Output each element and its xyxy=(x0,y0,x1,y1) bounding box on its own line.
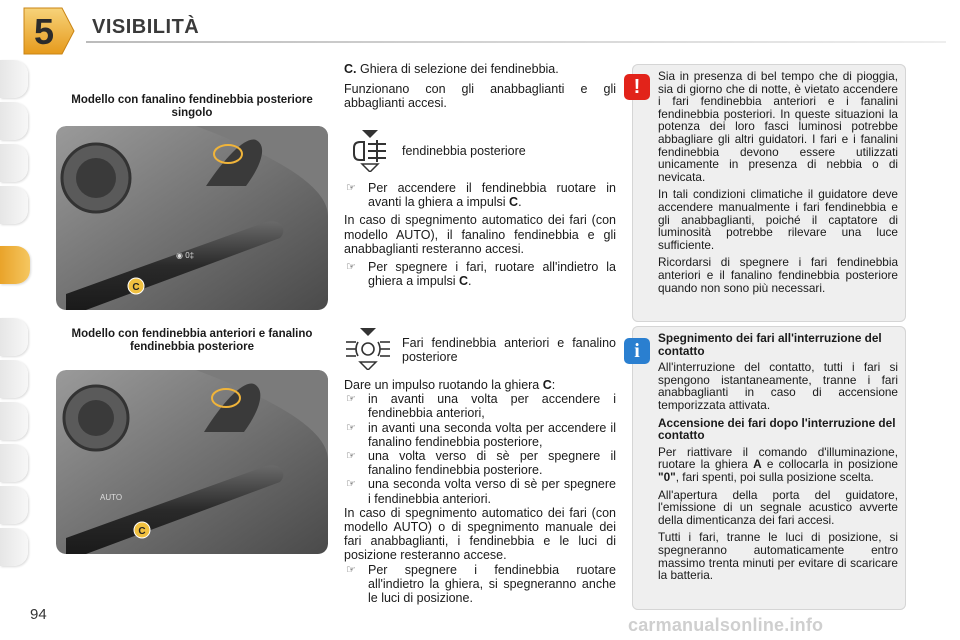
intro-line: C. Ghiera di selezione dei fendinebbia. xyxy=(344,62,559,76)
warning-p2: In tali condizioni climatiche il guidatore deve accendere manualmente i fari fendinebbia e gli anabbaglianti, poiché il captatore di luminosità potrebbe rilevare una luce sufficiente. xyxy=(658,187,898,252)
bullet-rear-on: ☞ Per accendere il fendinebbia ruotare in avanti la ghiera a impulsi C. xyxy=(344,181,616,209)
chapter-number: 5 xyxy=(33,11,55,52)
page-title: VISIBILITÀ xyxy=(92,16,200,38)
middle-column-front xyxy=(344,378,616,605)
info-p2: Per riattivare il comando d'illuminazione, ruotare la ghiera A e collocarla in posizione "0", fari spenti, poi sulla posizione scelta. xyxy=(658,444,898,484)
stalk-photo-front-rear xyxy=(56,370,328,554)
middle-column xyxy=(344,62,616,111)
caption-front-and-rear-fog: Modello con fendinebbia anteriori e fanalino fendinebbia posteriore xyxy=(71,328,313,353)
bullet-front-on: ☞ in avanti una volta per accendere i fendinebbia anteriori, xyxy=(344,392,616,420)
info-p3: All'apertura della porta del guidatore, l'emissione di un segnale acustico avverte della dimenticanza dei fari accesi. xyxy=(658,487,898,527)
auto-paragraph-1: In caso di spegnimento automatico dei fari (con modello AUTO), il fanalino fendinebbia e gli anabbaglianti resteranno accesi. xyxy=(344,213,616,256)
warning-content xyxy=(658,70,898,299)
chapter-tab-11[interactable] xyxy=(0,528,28,566)
label-c-bottom: C xyxy=(138,526,146,537)
watermark: carmanualsonline.info xyxy=(628,615,824,635)
chapter-tab-8[interactable] xyxy=(0,402,28,440)
rear-fog-label: fendinebbia posteriore xyxy=(402,144,526,158)
caption-single-rear-fog: Modello con fanalino fendinebbia posteriore singolo xyxy=(71,94,313,119)
header-divider xyxy=(86,41,946,43)
stalk-photo-single-rear xyxy=(56,126,328,310)
chapter-tab-2[interactable] xyxy=(0,102,28,140)
chapter-tab-4[interactable] xyxy=(0,186,28,224)
page-number: 94 xyxy=(30,606,47,623)
svg-text:◉ 0‡: ◉ 0‡ xyxy=(176,251,195,260)
chapter-tab-7[interactable] xyxy=(0,360,28,398)
info-heading-1: Spegnimento dei fari all'interruzione del contatto xyxy=(658,331,882,358)
chapter-badge xyxy=(16,4,76,58)
rear-fog-icon xyxy=(350,128,390,172)
chapter-tab-6[interactable] xyxy=(0,318,28,356)
warning-p1: Sia in presenza di bel tempo che di pioggia, sia di giorno che di notte, è vietato accendere i fari fendinebbia anteriori e i fanalini fendinebbia posteriori. In queste situazioni la potenza dei loro fasci luminosi potrebbe abbagliare gli altri guidatori. I fari e i fanalini fendinebbia devono essere utilizzati unicamente in presenza di nebbia o di nevicata. xyxy=(658,69,898,184)
info-icon: i xyxy=(624,338,650,364)
impulse-intro: Dare un impulso ruotando la ghiera C: xyxy=(344,378,556,392)
warning-p3: Ricordarsi di spegnere i fari fendinebbia anteriori e il fanalino fendinebbia posteriore quando non sono più necessari. xyxy=(658,255,898,295)
chapter-tab-3[interactable] xyxy=(0,144,28,182)
warning-icon: ! xyxy=(624,74,650,100)
bullet-rear-off: ☞ Per spegnere i fari, ruotare all'indietro la ghiera a impulsi C. xyxy=(344,260,616,288)
chapter-tab-10[interactable] xyxy=(0,486,28,524)
intro-paragraph: Funzionano con gli anabbaglianti e gli abbaglianti accesi. xyxy=(344,82,616,111)
front-rear-fog-label: Fari fendinebbia anteriori e fanalino posteriore xyxy=(402,336,616,364)
info-heading-2: Accensione dei fari dopo l'interruzione del contatto xyxy=(658,415,896,443)
bullet-front-off: ☞ una seconda volta verso di sè per spegnere i fendinebbia anteriori. xyxy=(344,477,616,505)
info-p1: All'interruzione del contatto, tutti i fari si spengono istantaneamente, tranne i fari anabbaglianti in caso di accensione temporizzata attivata. xyxy=(658,360,898,412)
auto-paragraph-2: In caso di spegnimento automatico dei fari (con modello AUTO) o di spegnimento manuale dei fari anabbaglianti, i fendinebbia e le luci di posizione resteranno accese. xyxy=(344,505,616,563)
info-p4: Tutti i fari, tranne le luci di posizione, si spegneranno automaticamente entro massimo trenta minuti per evitare di scaricare la batteria. xyxy=(658,530,898,583)
label-c-top: C xyxy=(132,282,140,293)
auto-label: AUTO xyxy=(100,493,123,502)
chapter-tab-9[interactable] xyxy=(0,444,28,482)
front-rear-fog-icon xyxy=(344,326,392,370)
bullet-rear-on-2: ☞ in avanti una seconda volta per accendere il fanalino fendinebbia posteriore, xyxy=(344,421,616,449)
bullet-rear-off-2: ☞ una volta verso di sè per spegnere il fanalino fendinebbia posteriore. xyxy=(344,449,616,477)
middle-column-rear xyxy=(344,181,616,288)
chapter-tab-1[interactable] xyxy=(0,60,28,98)
info-content xyxy=(658,332,898,587)
bullet-fog-off-all: ☞ Per spegnere i fendinebbia ruotare all'indietro la ghiera, si spegneranno anche le luci di posizione. xyxy=(344,563,616,606)
chapter-tab-5-active[interactable] xyxy=(0,246,30,284)
